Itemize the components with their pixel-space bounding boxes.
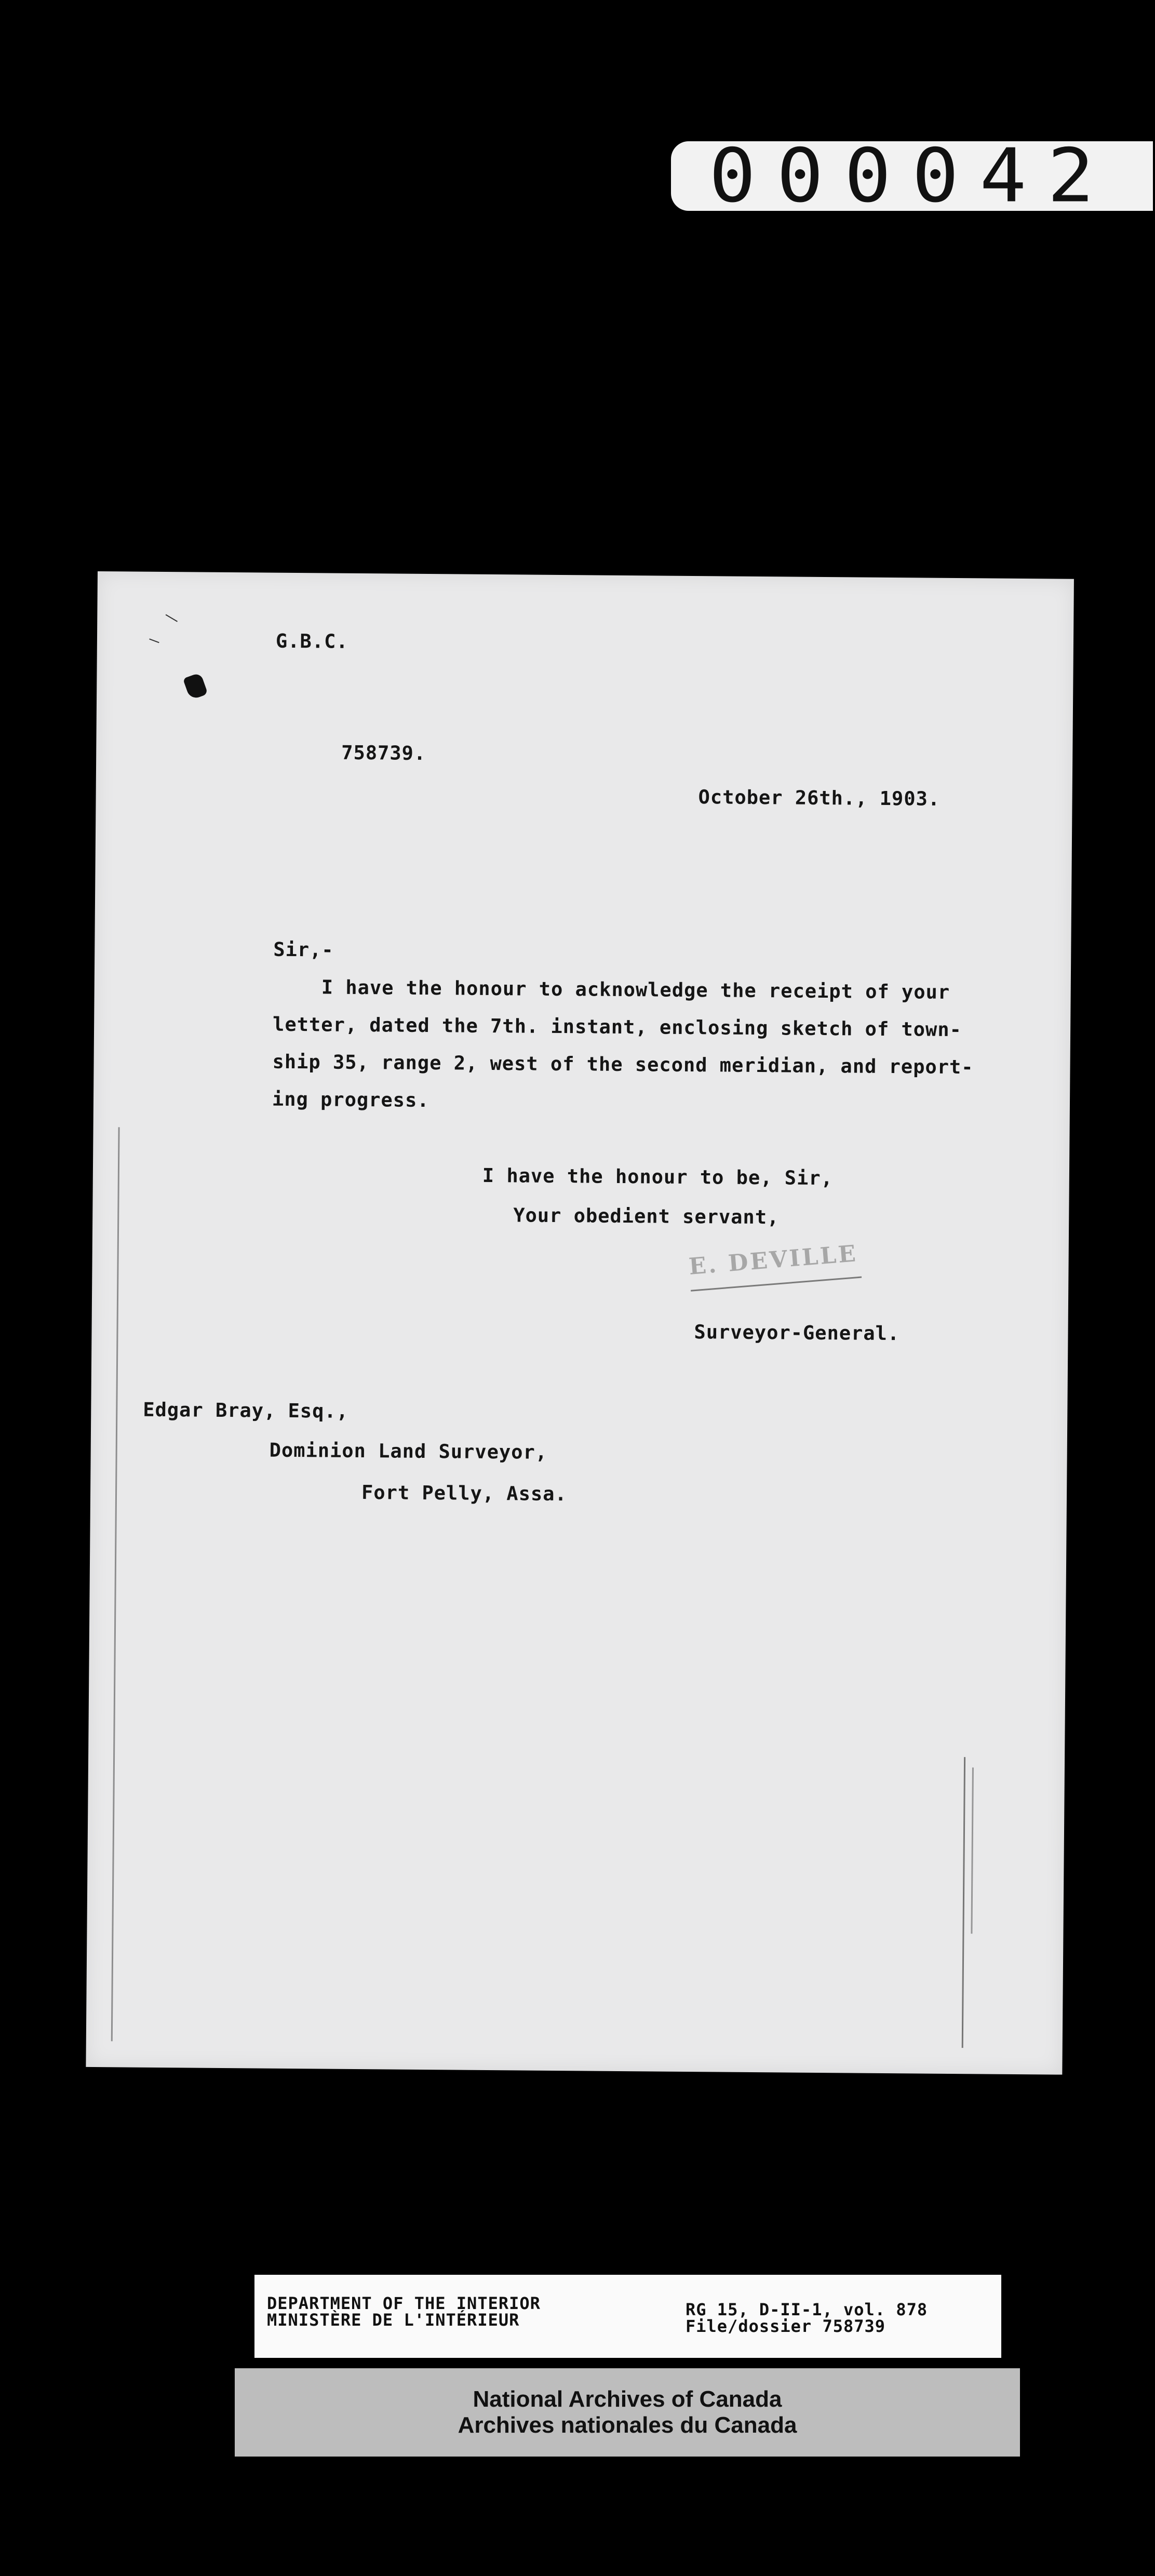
addressee-title: Dominion Land Surveyor, — [269, 1439, 548, 1464]
sheet-fold-line — [962, 1757, 965, 2048]
file-initials: G.B.C. — [275, 629, 348, 653]
salutation: Sir,- — [273, 938, 334, 961]
closing-line: Your obedient servant, — [513, 1204, 780, 1229]
body-line: letter, dated the 7th. instant, enclosing sketch of town- — [272, 1013, 962, 1041]
department-name-fr: MINISTÈRE DE L'INTÉRIEUR — [267, 2310, 520, 2330]
ink-tick — [149, 638, 159, 643]
archives-name-fr: Archives nationales du Canada — [458, 2412, 797, 2438]
ink-tick — [166, 614, 178, 622]
body-line: I have the honour to acknowledge the receipt of your — [273, 975, 950, 1003]
letter-sheet — [86, 571, 1074, 2075]
sheet-fold-line — [111, 1127, 120, 2041]
body-line: ship 35, range 2, west of the second meridian, and report- — [272, 1050, 974, 1079]
sheet-fold-line — [971, 1767, 974, 1934]
closing-line: I have the honour to be, Sir, — [482, 1164, 834, 1190]
record-group-ref: RG 15, D-II-1, vol. 878 — [686, 2300, 928, 2319]
letter-date: October 26th., 1903. — [698, 786, 941, 810]
department-name-en: DEPARTMENT OF THE INTERIOR — [267, 2293, 541, 2313]
frame-number: 000042 — [709, 133, 1115, 219]
file-dossier-ref: File/dossier 758739 — [686, 2316, 886, 2336]
archives-banner — [235, 2368, 1020, 2457]
signature-stamp — [688, 1240, 867, 1300]
department-label — [254, 2275, 1001, 2358]
ink-blot — [183, 673, 208, 701]
stamp-signature: E. DEVILLE — [688, 1240, 859, 1280]
file-number: 758739. — [341, 741, 426, 764]
archives-name-en: National Archives of Canada — [473, 2386, 782, 2412]
addressee-name: Edgar Bray, Esq., — [143, 1398, 349, 1423]
addressee-place: Fort Pelly, Assa. — [361, 1481, 567, 1506]
signature-line — [691, 1277, 862, 1292]
frame-counter-label — [671, 133, 1153, 219]
body-line: ing progress. — [272, 1088, 429, 1112]
signer-title: Surveyor-General. — [694, 1321, 900, 1345]
